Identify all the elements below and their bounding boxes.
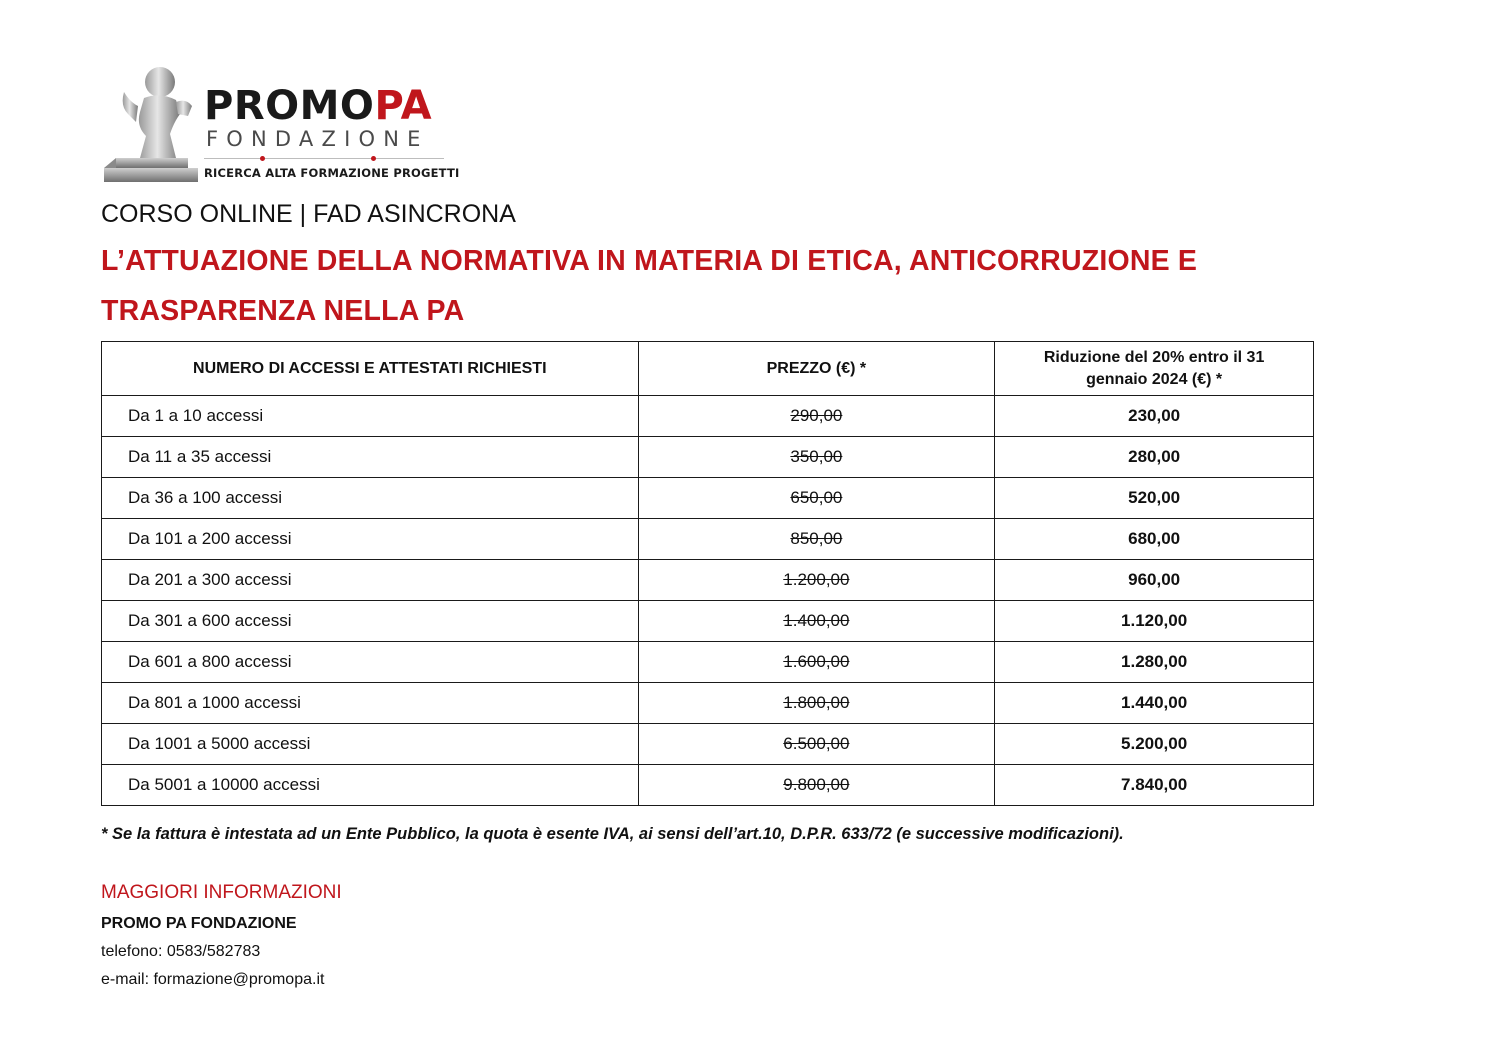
row-discounted-price: 5.200,00 xyxy=(995,724,1314,765)
logo-wordmark-pa: PA xyxy=(374,83,433,129)
logo-wordmark xyxy=(204,83,433,129)
table-header-row xyxy=(102,342,1314,396)
info-heading: MAGGIORI INFORMAZIONI xyxy=(101,882,342,903)
row-discounted-price: 7.840,00 xyxy=(995,765,1314,806)
row-discounted-price: 230,00 xyxy=(995,396,1314,437)
course-title: L’ATTUAZIONE DELLA NORMATIVA IN MATERIA DI ETICA, ANTICORRUZIONE E TRASPARENZA NELLA PA xyxy=(101,245,1198,327)
row-discounted-price: 680,00 xyxy=(995,519,1314,560)
vat-footnote: * Se la fattura è intestata ad un Ente Pubblico, la quota è esente IVA, ai sensi dell’art.10, D.P.R. 633/72 (e successive modificazioni). xyxy=(101,825,1124,843)
header-riduzione: Riduzione del 20% entro il 31 gennaio 2024 (€) * xyxy=(995,342,1314,396)
row-range: Da 1 a 10 accessi xyxy=(102,396,639,437)
row-price: 1.600,00 xyxy=(638,642,995,683)
row-range: Da 1001 a 5000 accessi xyxy=(102,724,639,765)
row-range: Da 801 a 1000 accessi xyxy=(102,683,639,724)
row-price: 350,00 xyxy=(638,437,995,478)
row-price: 1.400,00 xyxy=(638,601,995,642)
info-phone: telefono: 0583/582783 xyxy=(101,943,261,960)
logo-dot xyxy=(260,156,265,161)
header-prezzo: PREZZO (€) * xyxy=(638,342,995,396)
logo-subtitle: FONDAZIONE xyxy=(206,127,429,151)
row-range: Da 5001 a 10000 accessi xyxy=(102,765,639,806)
table-row xyxy=(102,724,1314,765)
row-range: Da 11 a 35 accessi xyxy=(102,437,639,478)
logo-dot xyxy=(371,156,376,161)
row-price: 290,00 xyxy=(638,396,995,437)
table-row xyxy=(102,519,1314,560)
info-organization: PROMO PA FONDAZIONE xyxy=(101,915,297,932)
row-price: 850,00 xyxy=(638,519,995,560)
price-table xyxy=(101,341,1314,806)
row-discounted-price: 960,00 xyxy=(995,560,1314,601)
table-row xyxy=(102,683,1314,724)
row-price: 650,00 xyxy=(638,478,995,519)
table-row xyxy=(102,765,1314,806)
header-accessi: NUMERO DI ACCESSI E ATTESTATI RICHIESTI xyxy=(102,342,639,396)
course-type: CORSO ONLINE | FAD ASINCRONA xyxy=(101,200,516,228)
table-row xyxy=(102,601,1314,642)
row-range: Da 36 a 100 accessi xyxy=(102,478,639,519)
row-discounted-price: 1.280,00 xyxy=(995,642,1314,683)
table-row xyxy=(102,560,1314,601)
row-price: 1.800,00 xyxy=(638,683,995,724)
row-discounted-price: 280,00 xyxy=(995,437,1314,478)
promopa-logo xyxy=(100,62,460,187)
row-range: Da 601 a 800 accessi xyxy=(102,642,639,683)
logo-wordmark-promo: PROMO xyxy=(204,83,375,129)
logo-divider xyxy=(204,158,444,159)
table-row xyxy=(102,478,1314,519)
row-range: Da 301 a 600 accessi xyxy=(102,601,639,642)
row-price: 6.500,00 xyxy=(638,724,995,765)
logo-tagline: RICERCA ALTA FORMAZIONE PROGETTI xyxy=(204,166,460,180)
info-email: e-mail: formazione@promopa.it xyxy=(101,971,325,988)
table-row xyxy=(102,437,1314,478)
row-discounted-price: 1.440,00 xyxy=(995,683,1314,724)
row-discounted-price: 1.120,00 xyxy=(995,601,1314,642)
chess-pawn-figure-icon xyxy=(100,62,200,184)
table-row xyxy=(102,642,1314,683)
row-range: Da 101 a 200 accessi xyxy=(102,519,639,560)
row-discounted-price: 520,00 xyxy=(995,478,1314,519)
row-price: 1.200,00 xyxy=(638,560,995,601)
row-range: Da 201 a 300 accessi xyxy=(102,560,639,601)
row-price: 9.800,00 xyxy=(638,765,995,806)
table-row xyxy=(102,396,1314,437)
